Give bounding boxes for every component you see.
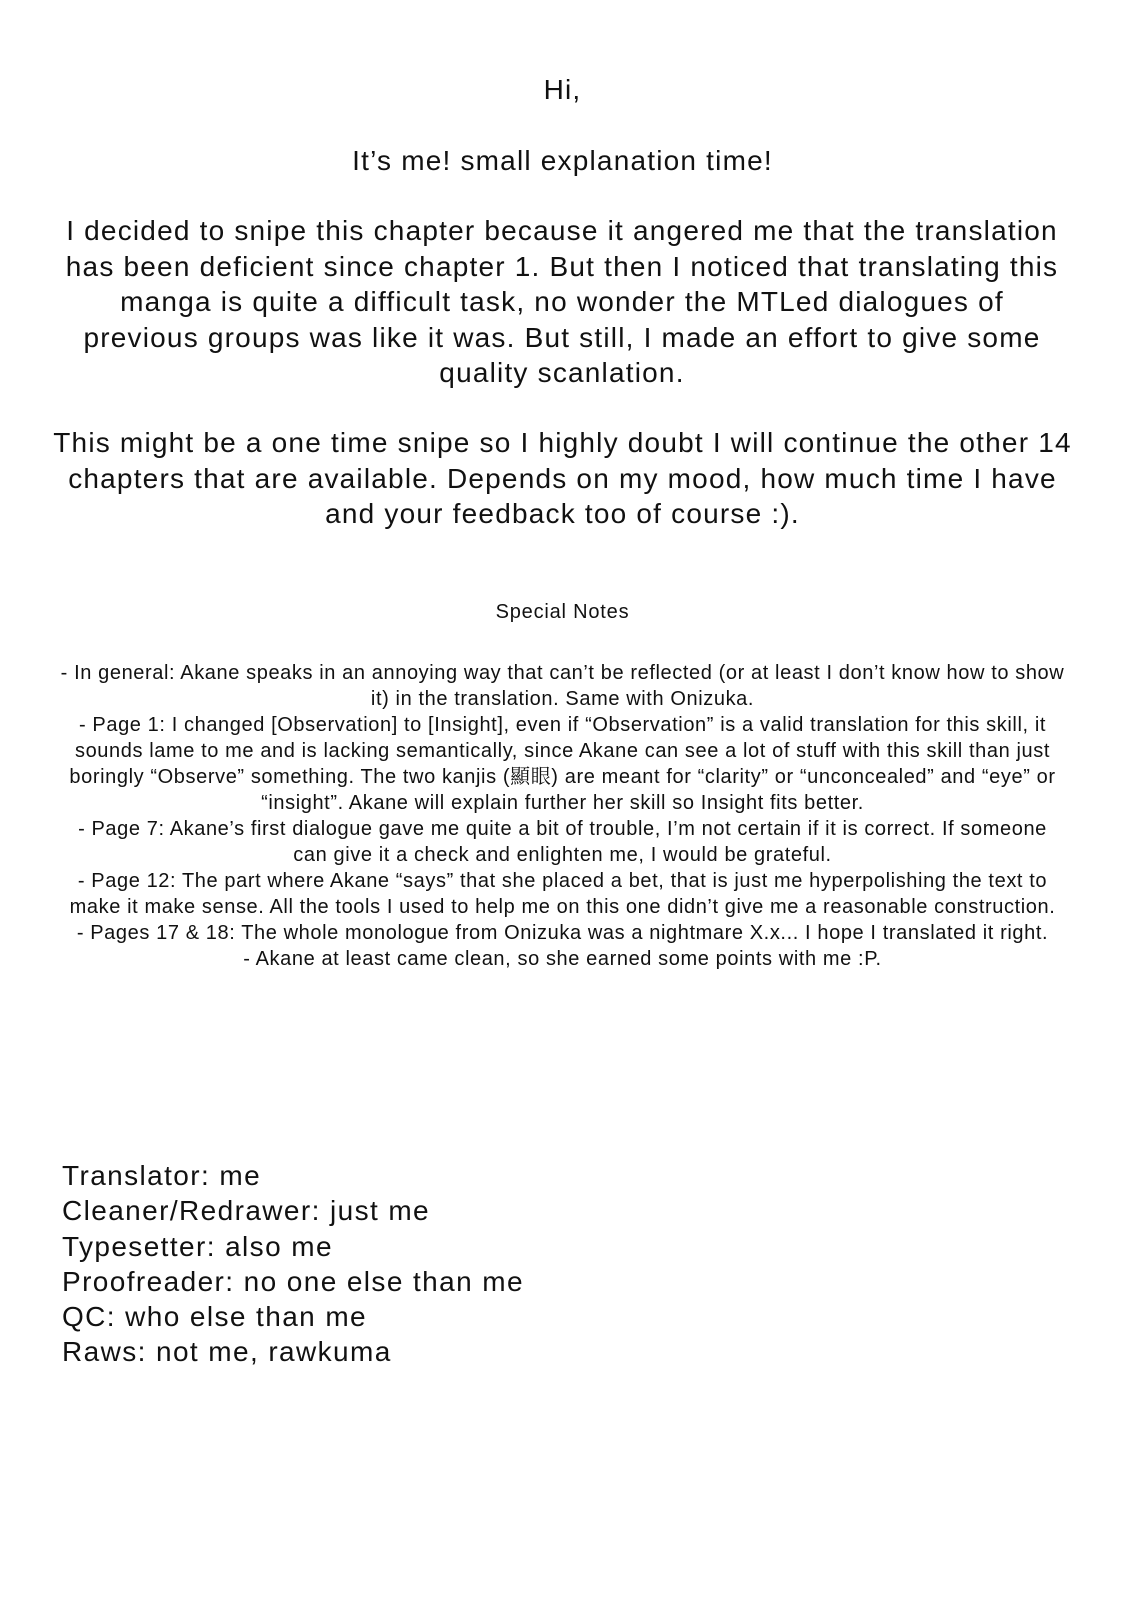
note-pages-17-18: - Pages 17 & 18: The whole monologue from Onizuka was a nightmare X.x... I hope I translated it right. [76,922,1049,944]
note-general: - In general: Akane speaks in an annoying way that can’t be reflected (or at least I don’t know how to show it) in the translation. Same with Onizuka. [60,662,1065,710]
paragraph-snipe-reason: I decided to snipe this chapter because it angered me that the translation has been deficient since chapter 1. But then I noticed that translating this manga is quite a difficult task, no wonder the MTLed dialogues of previous groups was like it was. But still, I made an effort to give some quality scanlation. [65,215,1059,388]
greeting: Hi, [543,74,582,105]
note-akane-clean: - Akane at least came clean, so she earned some points with me :P. [243,948,882,970]
special-notes-list [60,660,1065,972]
intro-line: It’s me! small explanation time! [352,145,773,176]
credits-list [62,1158,524,1370]
paragraph-future-plans: This might be a one time snipe so I highly doubt I will continue the other 14 chapters that are available. Depends on my mood, how much time I have and your feedback too of course :). [53,427,1072,529]
note-page-7: - Page 7: Akane’s first dialogue gave me quite a bit of trouble, I’m not certain if it is correct. If someone can give it a check and enlighten me, I would be grateful. [78,818,1047,866]
note-page-1: - Page 1: I changed [Observation] to [Insight], even if “Observation” is a valid translation for this skill, it sounds lame to me and is lacking semantically, since Akane can see a lot of stuff with this skill than just boringly “Observe” something. The two kanjis (顯眼) are meant for “clarity” or “unconcealed” and “eye” or “insight”. Akane will explain further her skill so Insight fits better. [69,714,1056,814]
credit-cleaner: Cleaner/Redrawer: just me [62,1195,431,1227]
credit-typesetter: Typesetter: also me [62,1230,333,1262]
note-page-12: - Page 12: The part where Akane “says” that she placed a bet, that is just me hyperpolishing the text to make it make sense. All the tools I used to help me on this one didn’t give me a reasonable construction. [69,870,1056,918]
credit-proofreader: Proofreader: no one else than me [62,1265,524,1297]
credit-translator: Translator: me [62,1160,262,1191]
credit-qc: QC: who else than me [62,1301,368,1333]
special-notes-title: Special Notes [495,601,630,623]
credit-raws: Raws: not me, rawkuma [62,1336,392,1368]
